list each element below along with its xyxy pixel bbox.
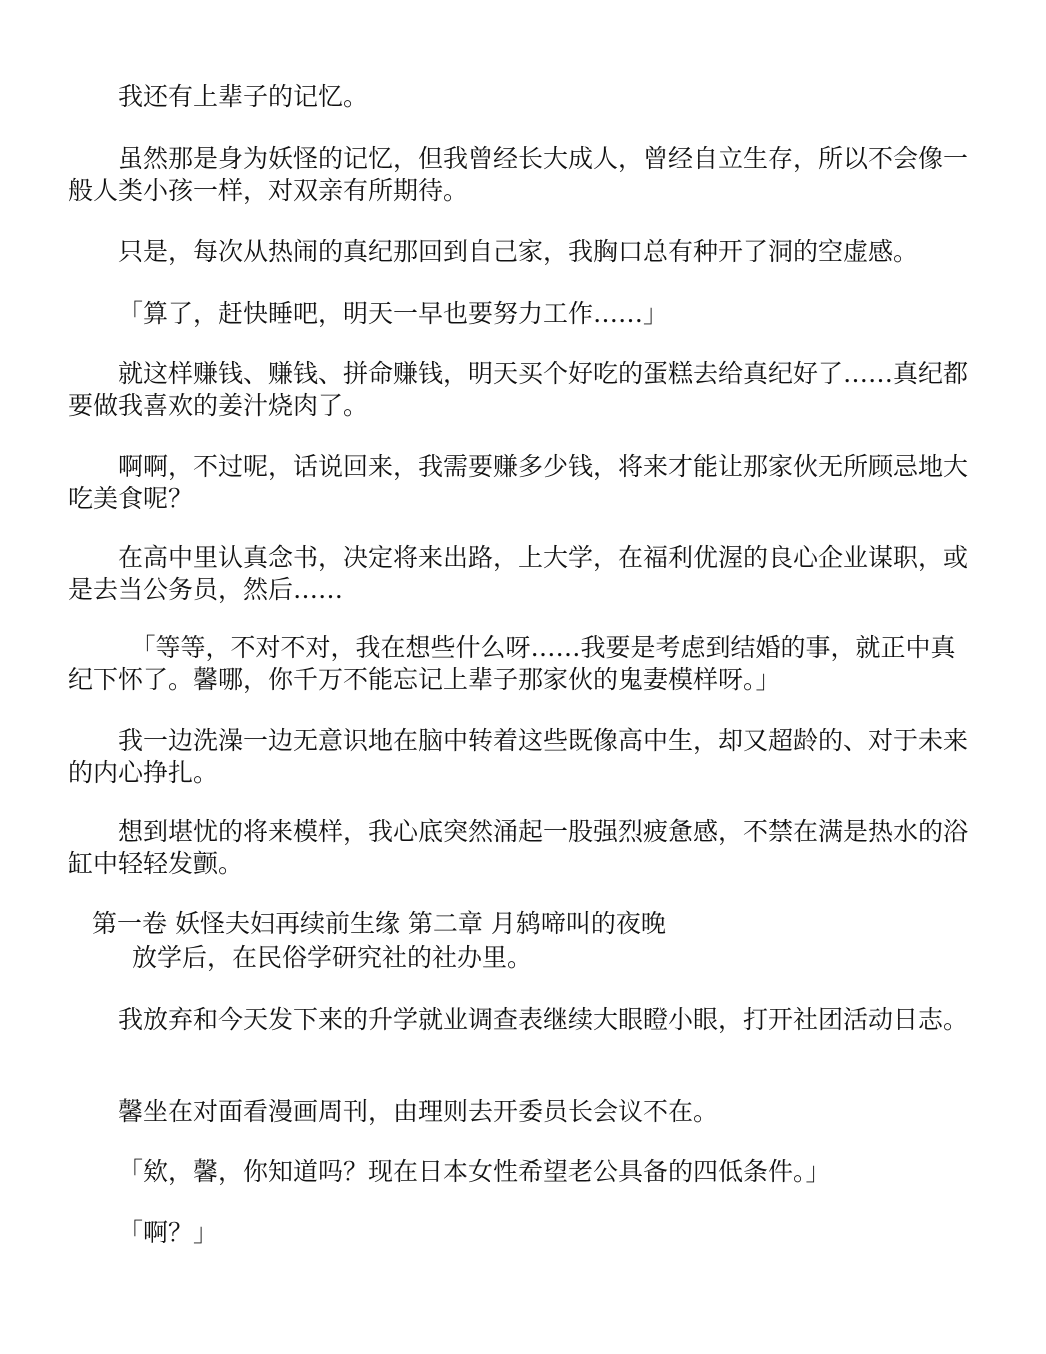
paragraph: 我放弃和今天发下来的升学就业调查表继续大眼瞪小眼，打开社团活动日志。	[118, 1005, 969, 1034]
chapter-heading: 第一卷 妖怪夫妇再续前生缘 第二章 月鸫啼叫的夜晚	[92, 909, 666, 938]
paragraph: 「等等，不对不对，我在想些什么呀……我要是考虑到结婚的事，就正中真纪下怀了。馨哪，你千万不能忘记上辈子那家伙的鬼妻模样呀。」	[68, 633, 956, 694]
paragraph: 「啊？」	[118, 1218, 219, 1247]
paragraph: 啊啊，不过呢，话说回来，我需要赚多少钱，将来才能让那家伙无所顾忌地大吃美食呢？	[68, 452, 969, 513]
paragraph: 虽然那是身为妖怪的记忆，但我曾经长大成人，曾经自立生存，所以不会像一般人类小孩一样，对双亲有所期待。	[68, 144, 969, 205]
paragraph: 只是，每次从热闹的真纪那回到自己家，我胸口总有种开了洞的空虚感。	[118, 237, 919, 266]
paragraph: 「算了，赶快睡吧，明天一早也要努力工作……」	[118, 299, 669, 328]
paragraph: 想到堪忧的将来模样，我心底突然涌起一股强烈疲惫感，不禁在满是热水的浴缸中轻轻发颤。	[68, 817, 969, 878]
paragraph: 就这样赚钱、赚钱、拼命赚钱，明天买个好吃的蛋糕去给真纪好了……真纪都要做我喜欢的姜汁烧肉了。	[68, 359, 969, 420]
paragraph: 在高中里认真念书，决定将来出路，上大学，在福利优渥的良心企业谋职，或是去当公务员，然后……	[68, 543, 969, 604]
paragraph: 我还有上辈子的记忆。	[118, 82, 369, 111]
paragraph: 馨坐在对面看漫画周刊，由理则去开委员长会议不在。	[118, 1097, 719, 1126]
paragraph: 「欸，馨，你知道吗？现在日本女性希望老公具备的四低条件。」	[118, 1157, 831, 1186]
chapter-first-line: 放学后，在民俗学研究社的社办里。	[132, 943, 533, 972]
paragraph: 我一边洗澡一边无意识地在脑中转着这些既像高中生，却又超龄的、对于未来的内心挣扎。	[68, 726, 969, 787]
